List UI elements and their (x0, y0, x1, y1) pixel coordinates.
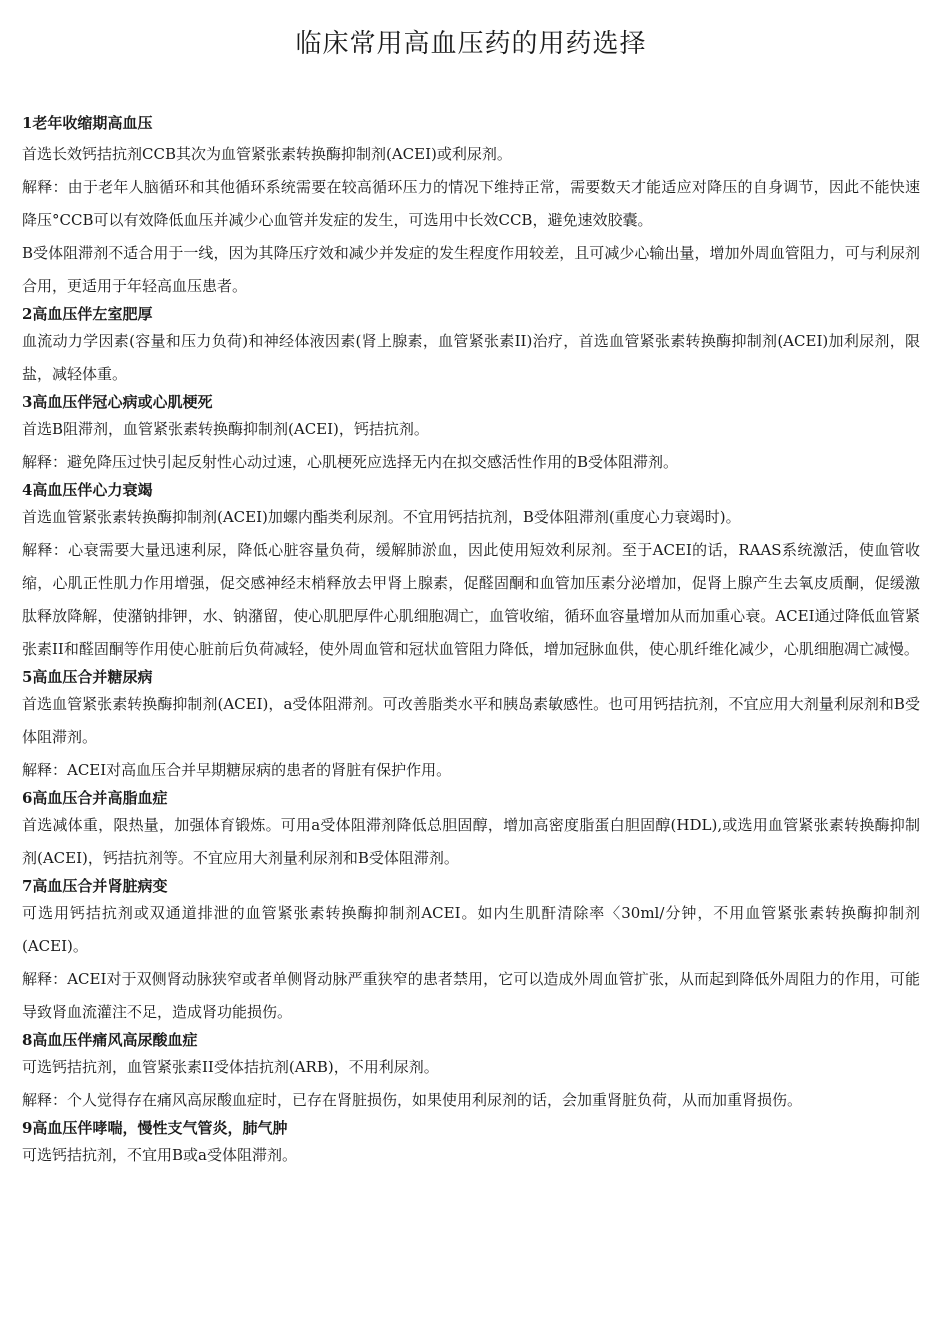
section-1-paragraph-1: 首选长效钙拮抗剂CCB其次为血管紧张素转换酶抑制剂(ACEI)或利尿剂。 (22, 145, 512, 163)
section-1-paragraph-2: 解释：由于老年人脑循环和其他循环系统需要在较高循环压力的情况下维持正常，需要数天才能适应对降压的自身调节，因此不能快速降压°CCB可以有效降低血压并减少心血管并发症的发生，可选用中长效CCB，避免速效胶囊。 (22, 178, 920, 229)
section-heading-8: 8高血压伴痛风高尿酸血症 (22, 1031, 198, 1049)
section-8-paragraph-1: 可选钙拮抗剂，血管紧张素II受体拮抗剂(ARB)，不用利尿剂。 (22, 1058, 439, 1076)
section-4-paragraph-2: 解释：心衰需要大量迅速利尿，降低心脏容量负荷，缓解肺淤血，因此使用短效利尿剂。至于ACEI的话，RAAS系统激活，使血管收缩，心肌正性肌力作用增强，促交感神经末梢释放去甲肾上腺素，促醛固酮和血管加压素分泌增加，促肾上腺产生去氧皮质酮，促缓激肽释放降解，使潴钠排钾，水、钠潴留，使心肌肥厚件心肌细胞凋亡，血管收缩，循环血容量增加从而加重心衰。ACEI通过降低血管紧张素II和醛固酮等作用使心脏前后负荷减轻，使外周血管和冠状血管阻力降低，增加冠脉血供，使心肌纤维化减少，心肌细胞凋亡减慢。 (22, 541, 920, 658)
section-heading-3: 3高血压伴冠心病或心肌梗死 (22, 393, 213, 411)
section-3-paragraph-2: 解释：避免降压过快引起反射性心动过速，心肌梗死应选择无内在拟交感活性作用的B受体阻滞剂。 (22, 453, 679, 471)
section-5-paragraph-2: 解释：ACEI对高血压合并早期糖尿病的患者的肾脏有保护作用。 (22, 761, 452, 779)
section-9-paragraph-1: 可选钙拮抗剂，不宜用B或a受体阻滞剂。 (22, 1146, 297, 1164)
section-6-paragraph-1: 首选减体重，限热量，加强体育锻炼。可用a受体阻滞剂降低总胆固醇，增加高密度脂蛋白胆固醇(HDL),或选用血管紧张素转换酶抑制剂(ACEI)，钙拮抗剂等。不宜应用大剂量利尿剂和B受体阻滞剂。 (22, 816, 920, 867)
section-3-paragraph-1: 首选B阻滞剂，血管紧张素转换酶抑制剂(ACEI)，钙拮抗剂。 (22, 420, 429, 438)
section-1-paragraph-3: B受体阻滞剂不适合用于一线，因为其降压疗效和减少并发症的发生程度作用较差，且可减少心输出量，增加外周血管阻力，可与利尿剂合用，更适用于年轻高血压患者。 (22, 244, 920, 295)
section-4-paragraph-1: 首选血管紧张素转换酶抑制剂(ACEI)加螺内酯类利尿剂。不宜用钙拮抗剂，B受体阻滞剂(重度心力衰竭时)。 (22, 508, 741, 526)
section-5-paragraph-1: 首选血管紧张素转换酶抑制剂(ACEI)，a受体阻滞剂。可改善脂类水平和胰岛素敏感性。也可用钙拮抗剂，不宜应用大剂量利尿剂和B受体阻滞剂。 (22, 695, 920, 746)
page-title: 临床常用高血压药的用药选择 (295, 29, 647, 59)
section-7-paragraph-2: 解释：ACEI对于双侧肾动脉狭窄或者单侧肾动脉严重狭窄的患者禁用，它可以造成外周血管扩张，从而起到降低外周阻力的作用，可能导致肾血流灌注不足，造成肾功能损伤。 (22, 970, 920, 1021)
section-heading-2: 2高血压伴左室肥厚 (22, 305, 153, 323)
section-heading-1: 1老年收缩期高血压 (22, 114, 153, 132)
section-heading-7: 7高血压合并肾脏病变 (22, 877, 168, 895)
section-2-paragraph-1: 血流动力学因素(容量和压力负荷)和神经体液因素(肾上腺素，血管紧张素II)治疗，首选血管紧张素转换酶抑制剂(ACEI)加利尿剂，限盐，减轻体重。 (22, 332, 920, 383)
section-8-paragraph-2: 解释：个人觉得存在痛风高尿酸血症时，已存在肾脏损伤，如果使用利尿剂的话，会加重肾脏负荷，从而加重肾损伤。 (22, 1091, 803, 1109)
section-heading-6: 6高血压合并高脂血症 (22, 789, 168, 807)
section-7-paragraph-1: 可选用钙拮抗剂或双通道排泄的血管紧张素转换酶抑制剂ACEI。如内生肌酐清除率〈30ml/分钟，不用血管紧张素转换酶抑制剂(ACEI)。 (22, 904, 920, 955)
section-heading-4: 4高血压伴心力衰竭 (22, 481, 153, 499)
document-body (22, 112, 920, 1172)
section-heading-5: 5高血压合并糖尿病 (22, 668, 153, 686)
section-heading-9: 9高血压伴哮喘，慢性支气管炎，肺气肿 (22, 1119, 288, 1137)
